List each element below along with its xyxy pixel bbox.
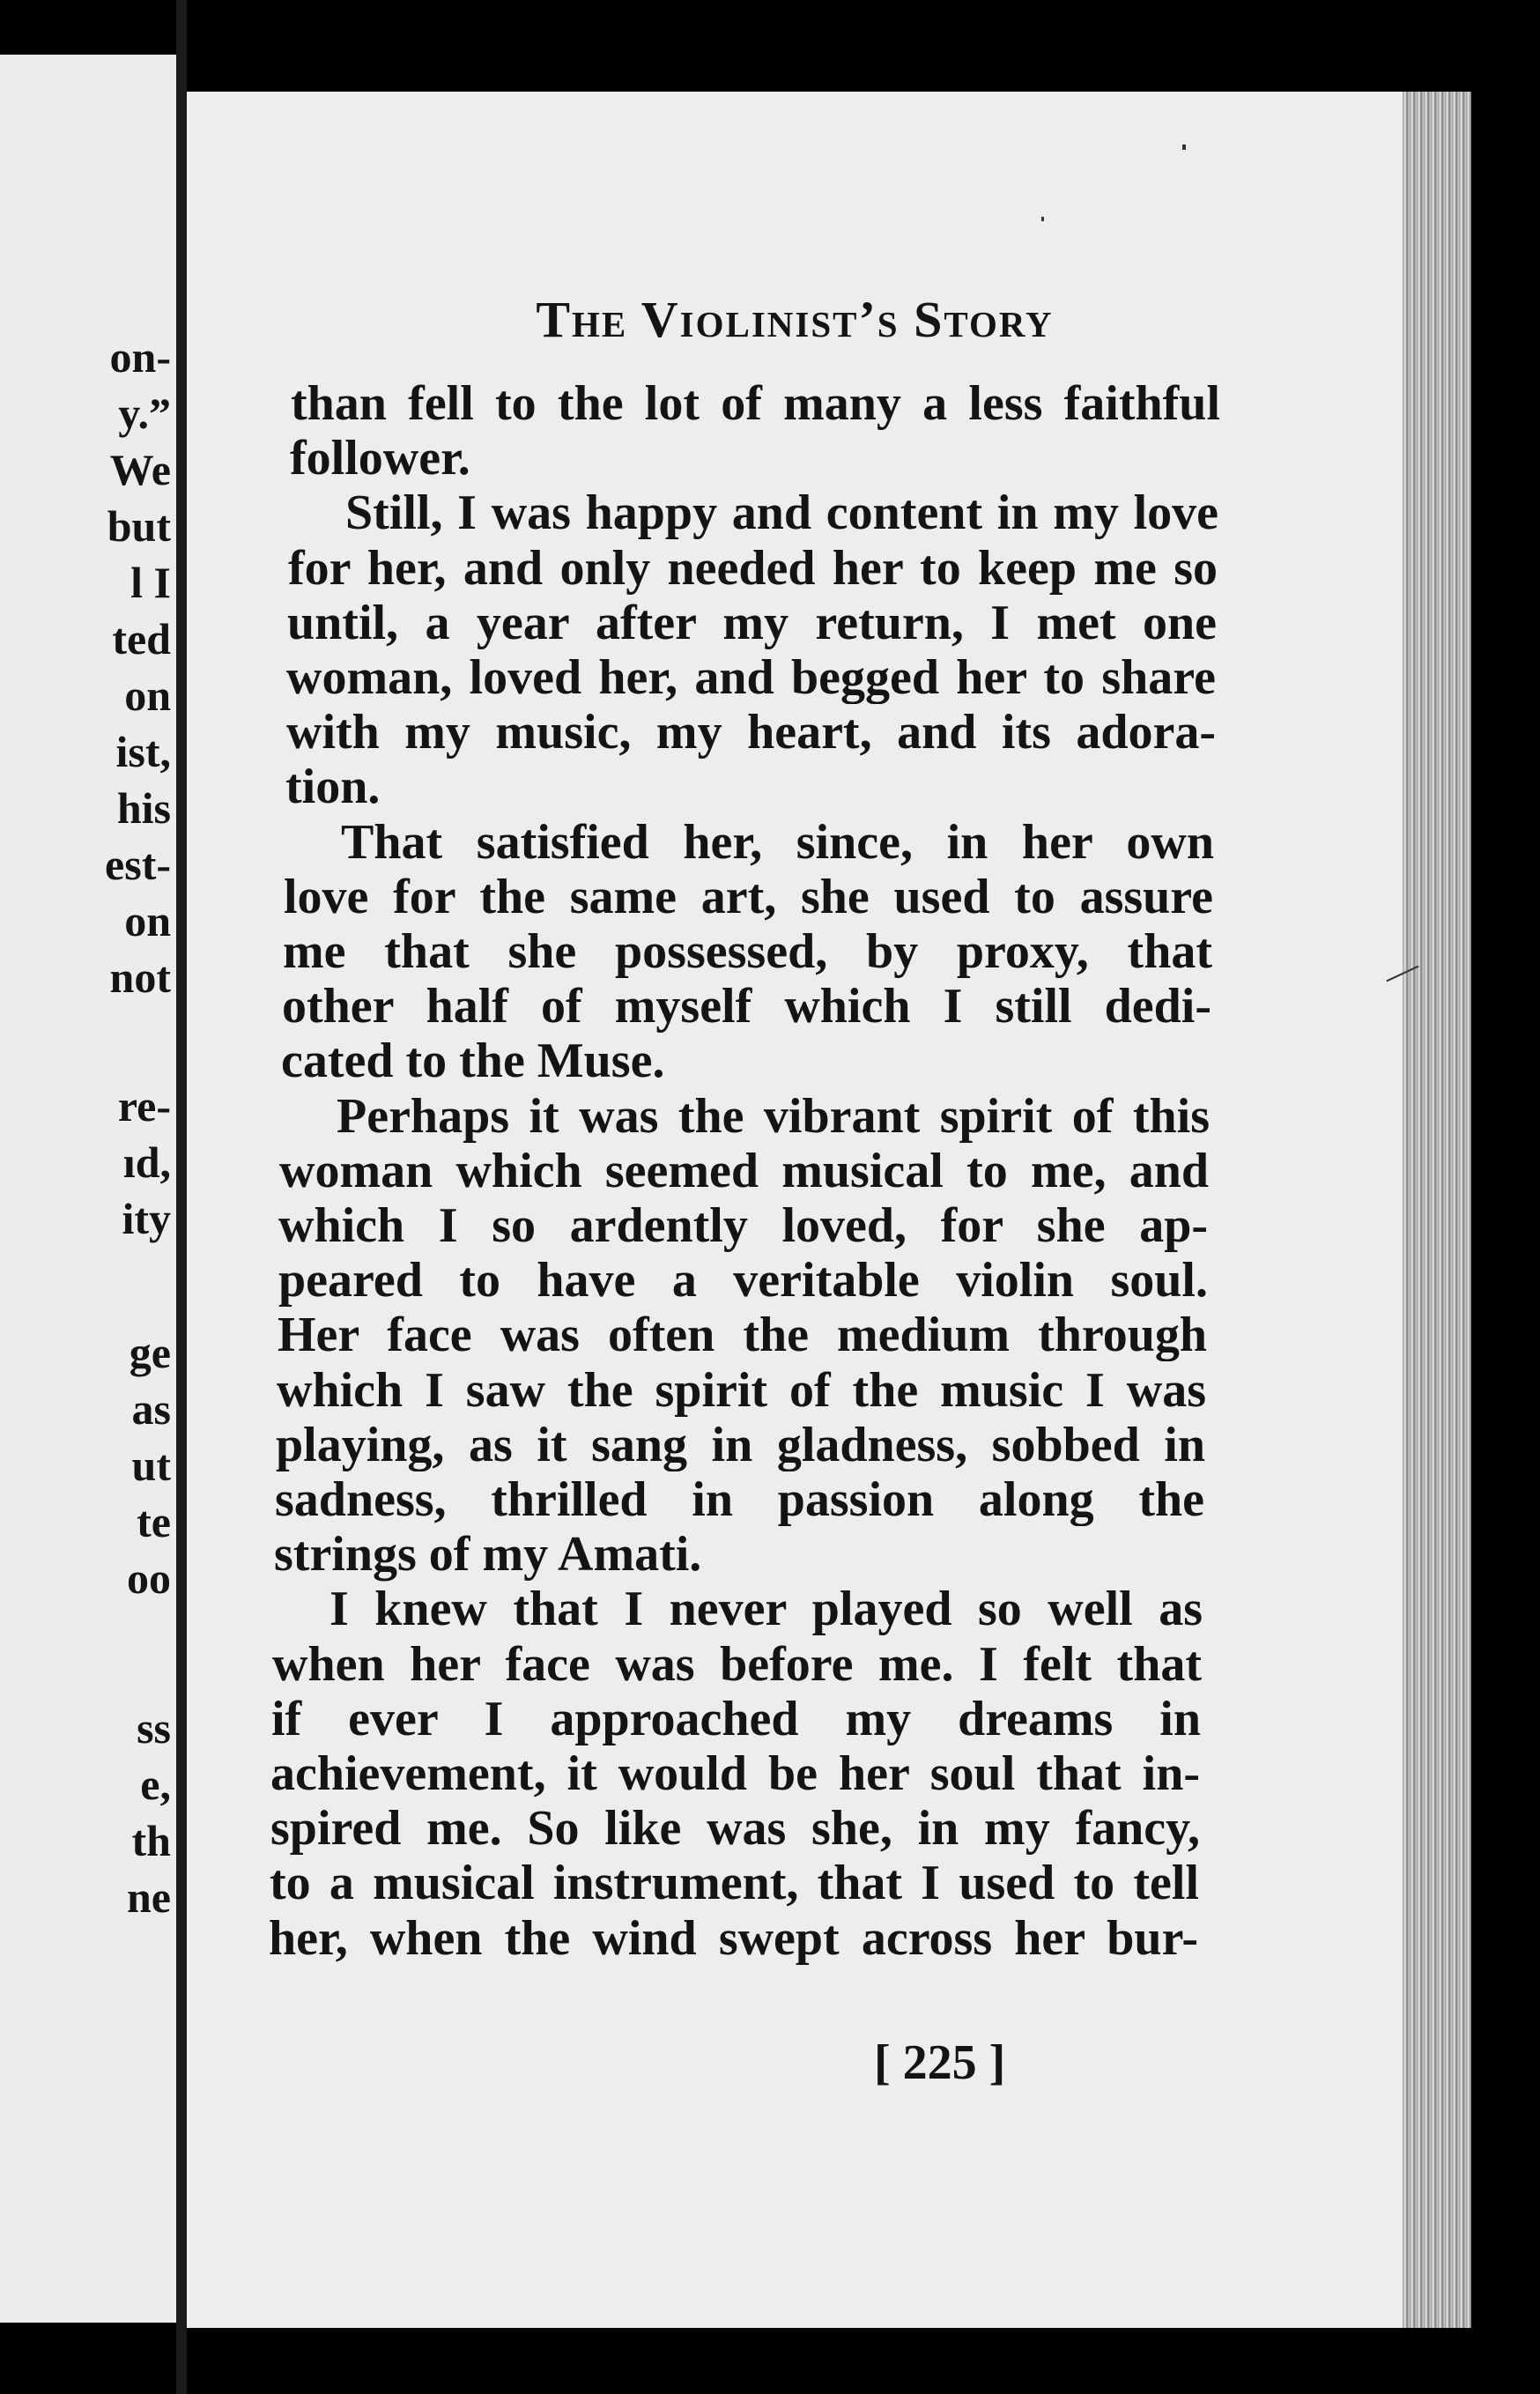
text-line: follower. (290, 431, 470, 485)
facing-page-line: l I (130, 558, 171, 607)
text-line: That satisfied her, since, in her own (341, 818, 1214, 869)
text-line: woman, loved her, and begged her to share (286, 653, 1216, 704)
text-line: if ever I approached my dreams in (271, 1694, 1201, 1745)
text-line: sadness, thrilled in passion along the (275, 1475, 1204, 1526)
page-edge-stack (1403, 92, 1471, 2328)
text-line: playing, as it sang in gladness, sobbed in (276, 1420, 1205, 1471)
text-line: love for the same art, she used to assure (284, 872, 1213, 923)
specks (1182, 145, 1186, 150)
facing-page-line: but (107, 501, 171, 551)
facing-page-line: ity (122, 1194, 171, 1243)
facing-page-line: est- (105, 840, 171, 889)
facing-page-line: y.” (118, 389, 171, 438)
facing-page-line: on- (109, 332, 171, 382)
text-line: cated to the Muse. (281, 1034, 665, 1088)
text-line: achievement, it would be her soul that in- (270, 1749, 1200, 1800)
facing-page-line: ss (137, 1703, 171, 1753)
text-line: I knew that I never played so well as (329, 1584, 1203, 1635)
facing-page-line: re- (117, 1081, 171, 1130)
facing-page-line: ist, (115, 727, 171, 776)
facing-page-line: ıd, (122, 1138, 171, 1187)
facing-page-line: e, (140, 1760, 171, 1809)
text-line: woman which seemed musical to me, and (279, 1146, 1209, 1197)
facing-page-line: as (131, 1384, 171, 1434)
specks (1041, 217, 1044, 221)
text-line: until, a year after my return, I met one (287, 598, 1217, 649)
book-page (187, 92, 1471, 2328)
text-line: peared to have a veritable violin soul. (278, 1256, 1208, 1307)
page-number: [ 225 ] (874, 2035, 1006, 2090)
text-line: when her face was before me. I felt that (272, 1640, 1202, 1691)
facing-page-line: on (124, 896, 171, 945)
text-line: Perhaps it was the vibrant spirit of this (337, 1092, 1210, 1143)
facing-page-line: ge (129, 1328, 171, 1377)
text-line: to a musical instrument, that I used to tell (270, 1858, 1199, 1909)
facing-page-line: ne (127, 1872, 171, 1922)
book-gutter (176, 0, 187, 2394)
facing-page-line: th (131, 1816, 171, 1865)
text-line: spired me. So like was she, in my fancy, (270, 1804, 1200, 1855)
text-line: which I saw the spirit of the music I was (277, 1366, 1206, 1417)
facing-page-line: ut (131, 1441, 171, 1490)
facing-page-line: not (109, 952, 171, 1002)
text-line: strings of my Amati. (274, 1527, 702, 1582)
facing-page-line: ted (112, 614, 171, 663)
running-head: The Violinist’s Story (536, 291, 1054, 348)
text-line: Still, I was happy and content in my love (345, 488, 1218, 539)
facing-page-line: te (137, 1497, 171, 1546)
text-line: which I so ardently loved, for she ap- (278, 1201, 1208, 1252)
text-line: with my music, my heart, and its adora- (286, 708, 1216, 759)
facing-page-fragment (0, 55, 176, 2323)
text-line: than fell to the lot of many a less faithful (291, 379, 1220, 430)
text-line: tion. (285, 760, 381, 814)
facing-page-line: oo (127, 1553, 171, 1603)
text-line: her, when the wind swept across her bur- (269, 1914, 1198, 1965)
text-line: me that she possessed, by proxy, that (283, 927, 1212, 978)
text-line: for her, and only needed her to keep me so (288, 544, 1218, 595)
text-line: Her face was often the medium through (278, 1310, 1207, 1361)
scan-border (187, 2328, 1540, 2394)
facing-page-line: We (109, 445, 171, 494)
facing-page-line: on (124, 671, 171, 720)
facing-page-line: his (116, 783, 171, 833)
text-line: other half of myself which I still dedi- (282, 982, 1211, 1033)
